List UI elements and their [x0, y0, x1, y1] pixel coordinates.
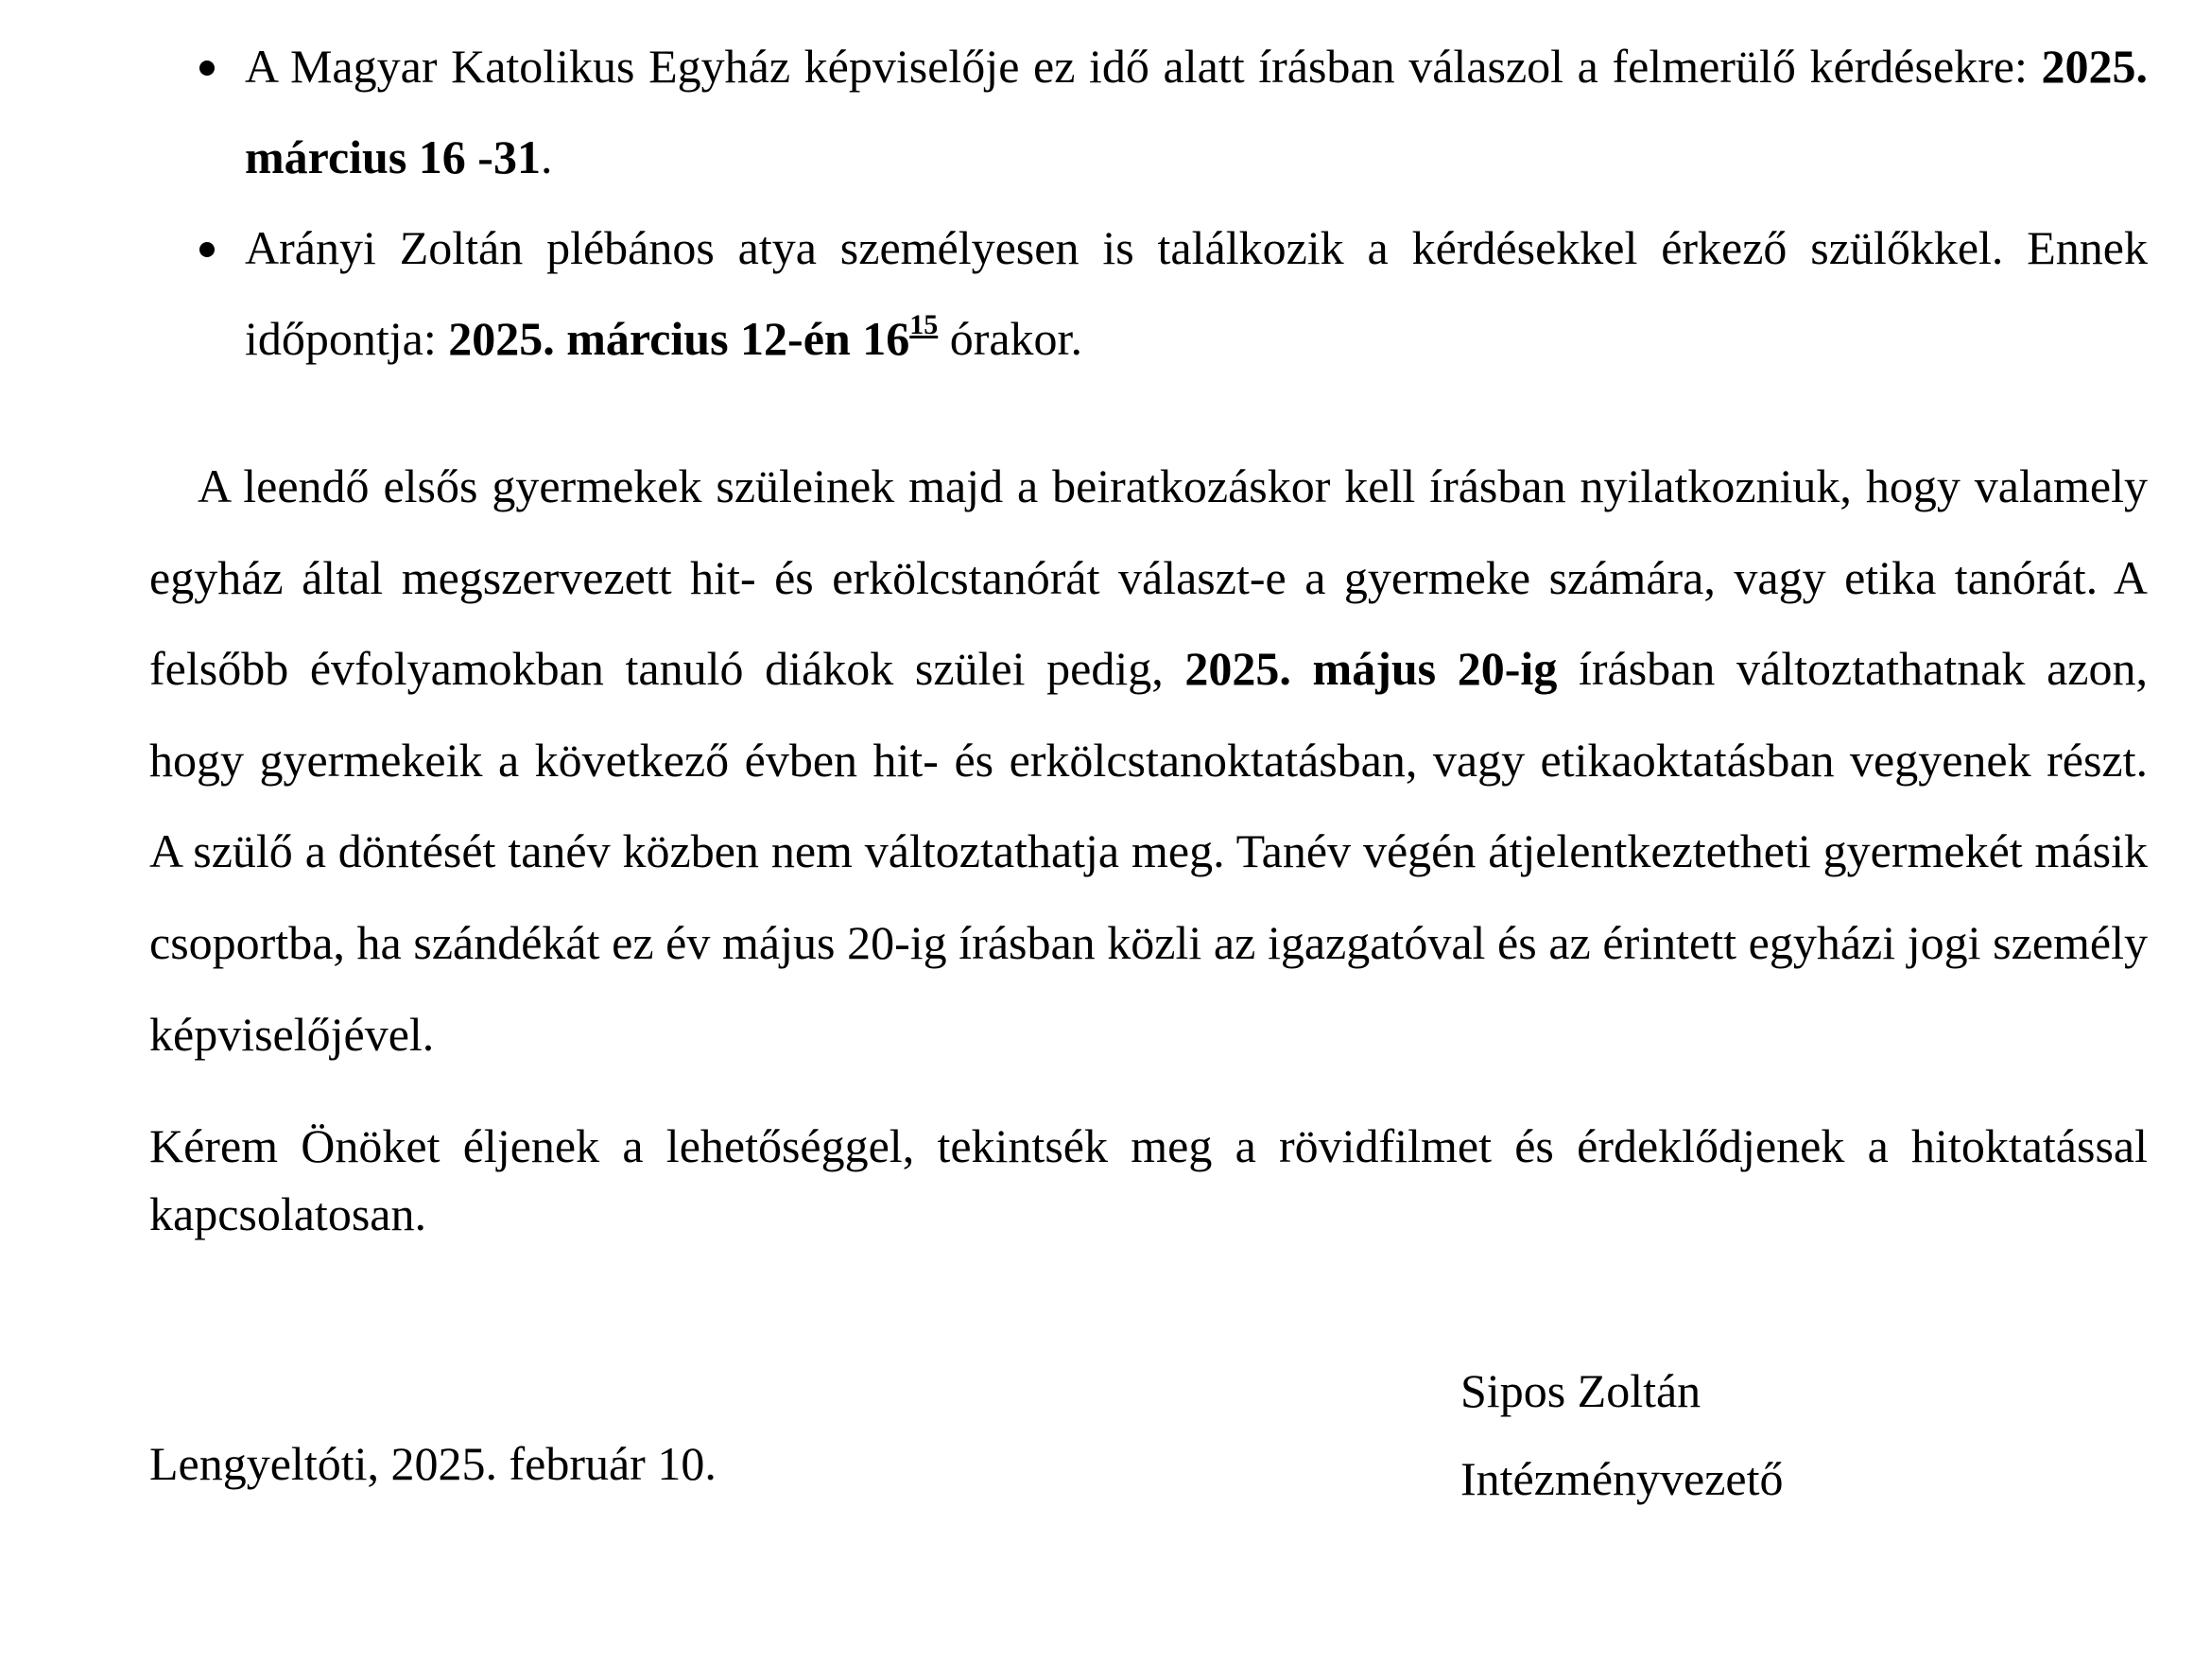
bullet-item-personal-meeting — [149, 202, 2148, 384]
bullet-item-written-answers — [149, 21, 2148, 202]
bullet-text: A Magyar Katolikus Egyház képviselője ez idő alatt írásban válaszol a felmerülő kérdésekre: 2025. március 16 -31. — [245, 40, 2148, 183]
closing-paragraph: Kérem Önöket éljenek a lehetőséggel, tekintsék meg a rövidfilmet és érdeklődjenek a hitoktatással kapcsolatosan. — [149, 1119, 2148, 1240]
signature-block — [1460, 1347, 1783, 1523]
signatory-title: Intézményvezető — [1460, 1452, 1784, 1505]
bullet-dot-icon — [199, 242, 215, 257]
place-and-date: Lengyeltóti, 2025. február 10. — [149, 1437, 717, 1490]
bullet-dot-icon — [199, 61, 215, 76]
bullet-date-bold: 2025. március 12-én $16^{15}$ — [448, 309, 939, 365]
signatory-name: Sipos Zoltán — [1460, 1364, 1701, 1417]
main-paragraph: A leendő elsős gyermekek szüleinek majd a beiratkozáskor kell írásban nyilatkozniuk, hogy valamely egyház által megszervezett hit- és erkölcstanórát választ-e a gyermeke számára, vagy etika tanórát. A felsőbb évfolyamokban tanuló diákok szülei pedig, 2025. május 20-ig írásban változtathatnak azon, hogy gyermekeik a következő évben hit- és erkölcstanoktatásban, vagy etikaoktatásban vegyenek részt. A szülő a döntését tanév közben nem változtathatja meg. Tanév végén átjelentkeztetheti gyermekét másik csoportba, ha szándékát ez év május 20-ig írásban közli az igazgatóval és az érintett egyházi jogi személy képviselőjével. — [149, 459, 2148, 1061]
time-minutes-superscript: 15 — [909, 309, 939, 340]
bullet-list — [149, 21, 2148, 384]
bullet-text: Arányi Zoltán plébános atya személyesen is találkozik a kérdésekkel érkező szülőkkel. Ennek időpontja: 2025. március 12-én $16^{15}$ órakor. — [245, 221, 2148, 365]
deadline-bold: 2025. május 20-ig — [1184, 642, 1558, 696]
bullet-date-bold: 2025. március 16 -31 — [245, 40, 2148, 183]
